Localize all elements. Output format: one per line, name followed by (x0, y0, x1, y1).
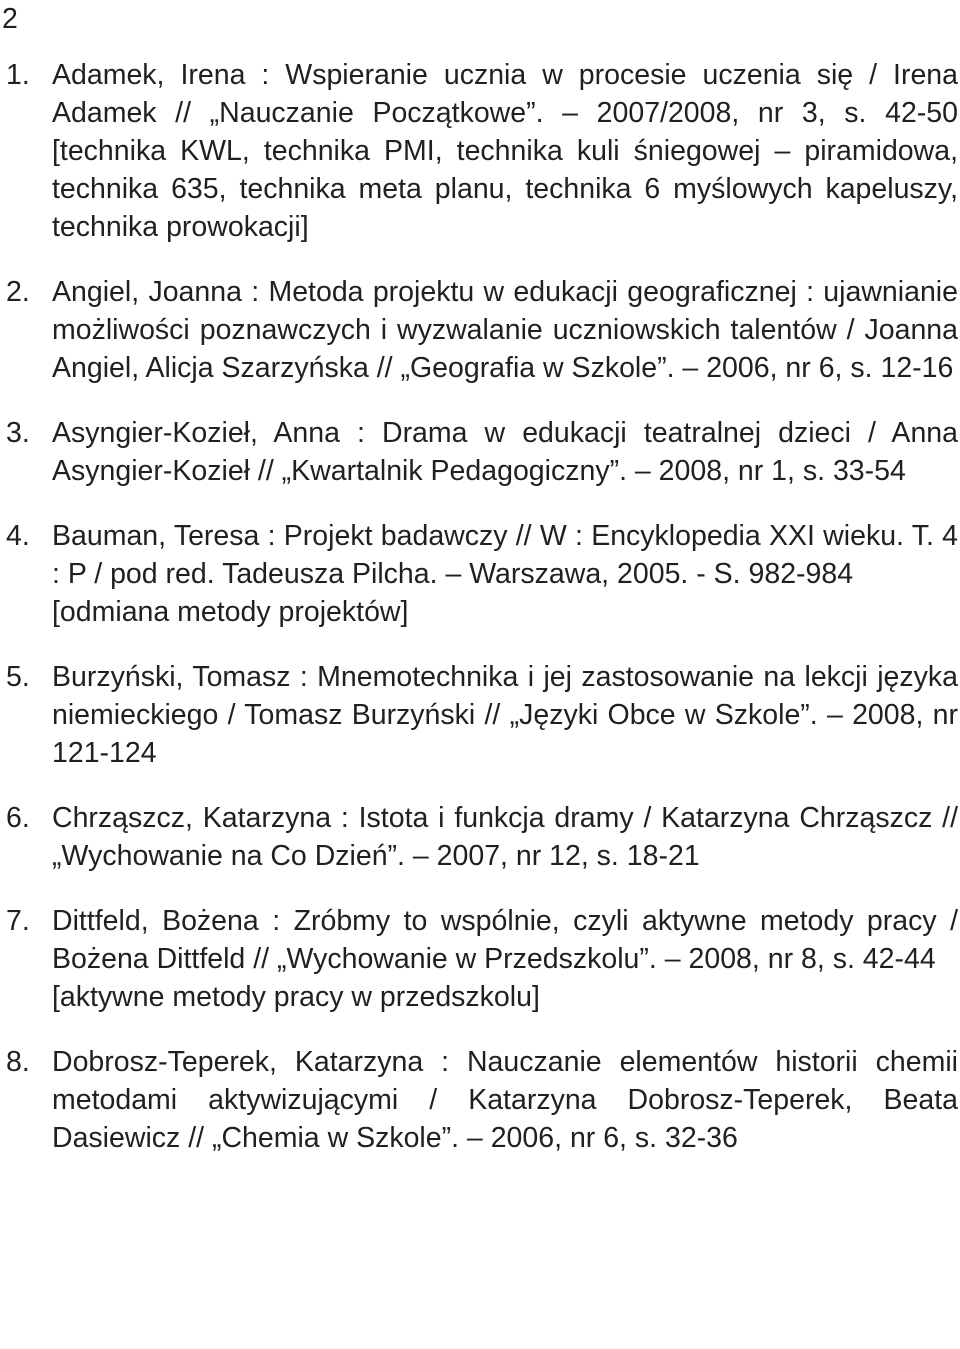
bibliography-entry-8 (0, 1043, 958, 1157)
entry-citation: Chrząszcz, Katarzyna : Istota i funkcja dramy / Katarzyna Chrząszcz // „Wychowanie na Co Dzień”. – 2007, nr 12, s. 18-21 (52, 802, 958, 872)
bibliography-list (0, 56, 958, 1184)
bibliography-entry-1 (0, 56, 958, 246)
entry-citation: Dittfeld, Bożena : Zróbmy to wspólnie, czyli aktywne metody pracy / Bożena Dittfeld // „Wychowanie w Przedszkolu”. – 2008, nr 8, s. 42-44 (52, 905, 958, 975)
entry-number: 3. (6, 417, 30, 449)
bibliography-entry-6 (0, 799, 958, 875)
entry-number: 7. (6, 905, 30, 937)
page-number: 2 (2, 3, 18, 35)
bibliography-entry-5 (0, 658, 958, 772)
entry-note: [aktywne metody pracy w przedszkolu] (52, 981, 540, 1013)
entry-citation: Dobrosz-Teperek, Katarzyna : Nauczanie elementów historii chemii metodami aktywizującymi / Katarzyna Dobrosz-Teperek, Beata Dasiewicz // „Chemia w Szkole”. – 2006, nr 6, s. 32-36 (52, 1046, 958, 1154)
entry-citation: Asyngier-Kozieł, Anna : Drama w edukacji teatralnej dzieci / Anna Asyngier-Kozieł // „Kwartalnik Pedagogiczny”. – 2008, nr 1, s. 33-54 (52, 417, 958, 487)
bibliography-entry-7 (0, 902, 958, 1016)
entry-citation: Burzyński, Tomasz : Mnemotechnika i jej zastosowanie na lekcji języka niemieckiego / Tomasz Burzyński // „Języki Obce w Szkole”. – 2008, nr 121-124 (52, 661, 958, 769)
entry-citation: Adamek, Irena : Wspieranie ucznia w procesie uczenia się / Irena Adamek // „Nauczanie Początkowe”. – 2007/2008, nr 3, s. 42-50 [technika KWL, technika PMI, technika kuli śniegowej – piramidowa, technika 635, technika meta planu, technika 6 myślowych kapeluszy, technika prowokacji] (52, 59, 958, 243)
bibliography-entry-3 (0, 414, 958, 490)
bibliography-entry-4 (0, 517, 958, 631)
bibliography-entry-2 (0, 273, 958, 387)
entry-citation: Angiel, Joanna : Metoda projektu w edukacji geograficznej : ujawnianie możliwości poznawczych i wyzwalanie uczniowskich talentów / Joanna Angiel, Alicja Szarzyńska // „Geografia w Szkole”. – 2006, nr 6, s. 12-16 (52, 276, 958, 384)
entry-number: 5. (6, 661, 30, 693)
entry-number: 6. (6, 802, 30, 834)
entry-number: 2. (6, 276, 30, 308)
entry-number: 1. (6, 59, 30, 91)
entry-note: [odmiana metody projektów] (52, 596, 409, 628)
entry-number: 4. (6, 520, 30, 552)
entry-citation: Bauman, Teresa : Projekt badawczy // W : Encyklopedia XXI wieku. T. 4 : P / pod red. Tadeusza Pilcha. – Warszawa, 2005. - S. 982-984 (52, 520, 958, 590)
entry-number: 8. (6, 1046, 30, 1078)
